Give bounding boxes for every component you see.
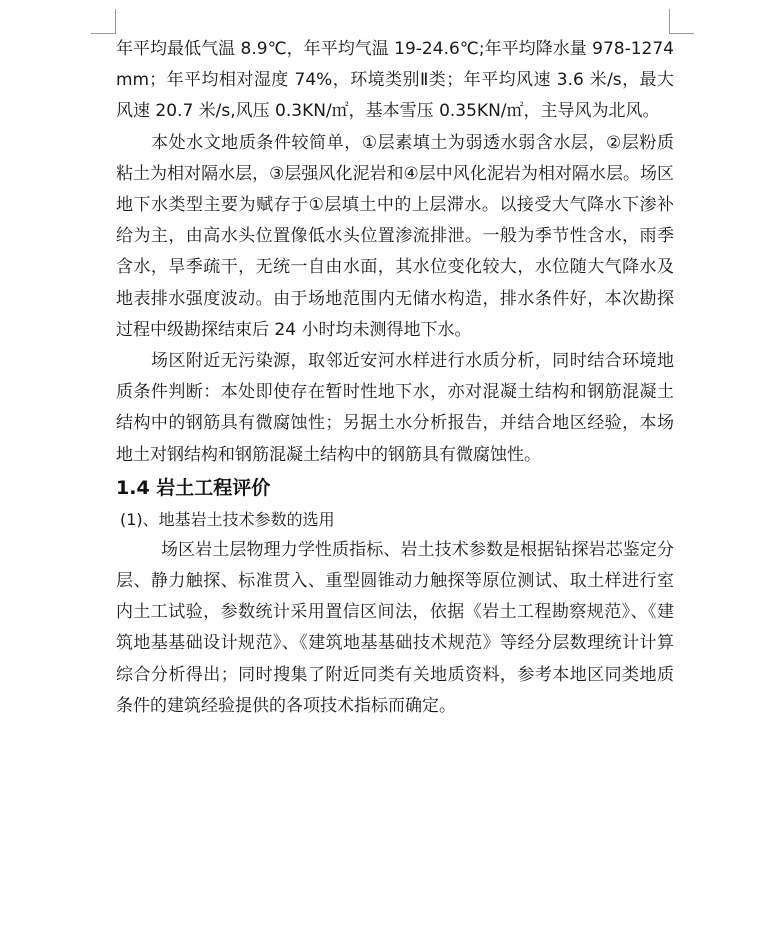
water-corrosion-paragraph: 场区附近无污染源，取邻近安河水样进行水质分析，同时结合环境地质条件判断：本处即使存在暂时性地下水，亦对混凝土结构和钢筋混凝土结构中的钢筋具有微腐蚀性；另据土水分析报告，并结合地区经验，本场地土对钢结构和钢筋混凝土结构中的钢筋具有微腐蚀性。: [116, 351, 674, 465]
subsection-heading: (1)、地基岩土技术参数的选用: [120, 509, 335, 529]
parameters-paragraph: 场区岩土层物理力学性质指标、岩土技术参数是根据钻探岩芯鉴定分层、静力触探、标准贯入、重型圆锥动力触探等原位测试、取土样进行室内土工试验，参数统计采用置信区间法，依据《岩土工程勘察规范》、《建筑地基基础设计规范》、《建筑地基基础技术规范》等经分层数理统计计算综合分析得出；同时搜集了附近同类有关地质资料，参考本地区同类地质条件的建筑经验提供的各项技术指标而确定。: [116, 539, 674, 716]
climate-paragraph: 年平均最低气温 8.9℃，年平均气温 19-24.6℃;年平均降水量 978-1274mm；年平均相对湿度 74%，环境类别Ⅱ类；年平均风速 3.6 米/s，最大风速 20.7 米/s,风压 0.3KN/㎡，基本雪压 0.35KN/㎡，主导风为北风。: [116, 39, 674, 122]
document-body[interactable]: [116, 34, 674, 722]
hydrogeology-paragraph: 本处水文地质条件较简单，①层素填土为弱透水弱含水层，②层粉质粘土为相对隔水层，③层强风化泥岩和④层中风化泥岩为相对隔水层。场区地下水类型主要为赋存于①层填土中的上层滞水。以接受大气降水下渗补给为主，由高水头位置像低水头位置渗流排泄。一般为季节性含水，雨季含水，旱季疏干，无统一自由水面，其水位变化较大，水位随大气降水及地表排水强度波动。由于场地范围内无储水构造，排水条件好，本次勘探过程中级勘探结束后 24 小时均未测得地下水。: [116, 132, 674, 340]
section-heading: 1.4 岩土工程评价: [116, 476, 271, 499]
page-corner-mark-top-left: [91, 9, 116, 34]
page-corner-mark-top-right: [669, 9, 694, 34]
